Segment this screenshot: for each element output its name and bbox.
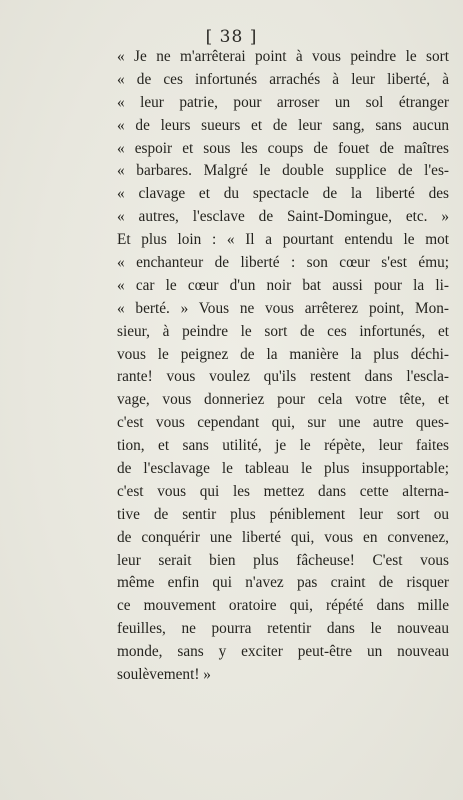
text-line: « de ces infortunés arrachés à leur liberté, à — [117, 70, 449, 88]
page-number: [ 38 ] — [205, 27, 258, 47]
text-line: c'est vous cependant qui, sur une autre ques- — [117, 414, 449, 432]
text-line: tion, et sans utilité, je le répète, leur faites — [117, 437, 449, 455]
text-line: de l'esclavage le tableau le plus insupportable; — [117, 460, 449, 478]
text-line: même enfin qui n'avez pas craint de risquer — [117, 574, 449, 592]
text-line: soulèvement! » — [117, 666, 211, 684]
text-line: « de leurs sueurs et de leur sang, sans aucun — [117, 116, 449, 134]
body-text — [117, 46, 449, 687]
text-line: de conquérir une liberté qui, vous en convenez, — [117, 528, 449, 546]
text-line: rante! vous voulez qu'ils restent dans l'escla- — [117, 368, 449, 386]
text-line: c'est vous qui les mettez dans cette alterna- — [117, 482, 449, 500]
text-line: « enchanteur de liberté : son cœur s'est ému; — [117, 254, 449, 272]
text-line: « autres, l'esclave de Saint-Domingue, etc. » — [117, 208, 449, 226]
text-line: « car le cœur d'un noir bat aussi pour la li- — [117, 276, 449, 294]
text-line: feuilles, ne pourra retentir dans le nouveau — [117, 620, 449, 638]
text-line: monde, sans y exciter peut-être un nouveau — [117, 643, 449, 661]
text-line: « clavage et du spectacle de la liberté des — [117, 185, 449, 203]
text-line: leur serait bien plus fâcheuse! C'est vous — [117, 551, 449, 569]
text-line: vous le peignez de la manière la plus déchi- — [117, 345, 449, 363]
text-line: tive de sentir plus péniblement leur sort ou — [117, 505, 449, 523]
text-line: vage, vous donneriez pour cela votre tête, et — [117, 391, 449, 409]
text-line: « espoir et sous les coups de fouet de maîtres — [117, 139, 449, 157]
text-line: « berté. » Vous ne vous arrêterez point, Mon- — [117, 299, 449, 317]
text-line: Et plus loin : « Il a pourtant entendu le mot — [117, 231, 449, 249]
text-line: « barbares. Malgré le double supplice de l'es- — [117, 162, 449, 180]
text-line: « Je ne m'arrêterai point à vous peindre le sort — [117, 48, 449, 65]
text-line: sieur, à peindre le sort de ces infortunés, et — [117, 322, 449, 340]
text-line: ce mouvement oratoire qui, répété dans mille — [117, 597, 449, 615]
text-line: « leur patrie, pour arroser un sol étranger — [117, 93, 449, 111]
